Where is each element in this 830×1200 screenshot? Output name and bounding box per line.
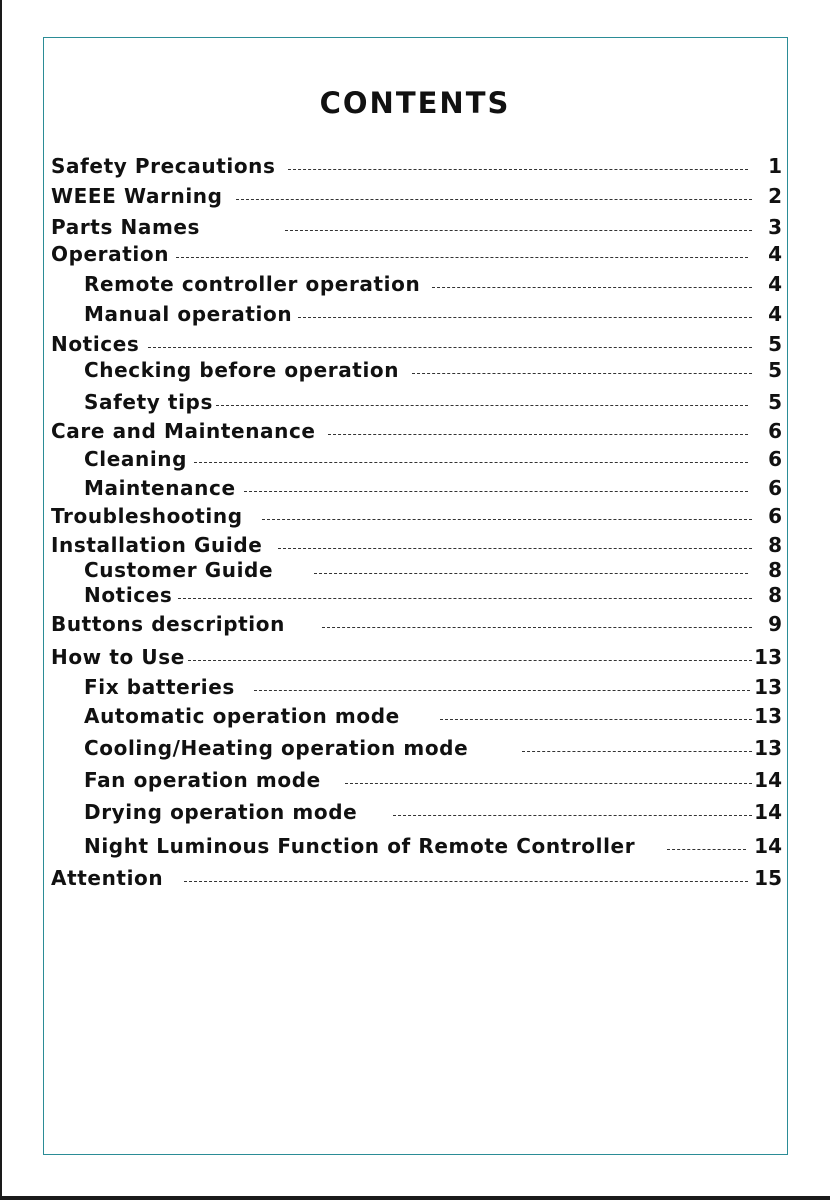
toc-dot-leader — [314, 573, 748, 574]
toc-dot-leader — [148, 347, 752, 348]
toc-entry-label: Parts Names — [51, 215, 201, 239]
toc-entry-label: Notices — [51, 332, 140, 356]
toc-entry-label: Notices — [84, 583, 173, 607]
toc-entry — [84, 389, 790, 415]
toc-entry-label: Safety Precautions — [51, 154, 276, 178]
toc-entry-label: Checking before operation — [84, 358, 400, 382]
toc-dot-leader — [285, 230, 752, 231]
toc-dot-leader — [278, 548, 752, 549]
toc-dot-leader — [288, 169, 748, 170]
toc-dot-leader — [194, 462, 748, 463]
toc-entry-page: 5 — [768, 390, 782, 414]
toc-entry-page: 14 — [754, 800, 782, 824]
toc-entry-label: Fan operation mode — [84, 768, 321, 792]
toc-entry-page: 14 — [754, 834, 782, 858]
toc-entry-page: 13 — [754, 645, 782, 669]
toc-entry — [51, 503, 790, 529]
toc-dot-leader — [432, 287, 752, 288]
toc-entry-page: 13 — [754, 736, 782, 760]
toc-entry — [84, 357, 790, 383]
toc-dot-leader — [178, 598, 752, 599]
toc-entry-label: Manual operation — [84, 302, 293, 326]
page-edge-left — [0, 0, 2, 1200]
toc-entry — [51, 183, 790, 209]
toc-entry — [51, 214, 790, 240]
toc-entry-page: 14 — [754, 768, 782, 792]
toc-entry-page: 13 — [754, 675, 782, 699]
toc-entry — [84, 582, 790, 608]
toc-entry-page: 5 — [768, 332, 782, 356]
toc-dot-leader — [244, 491, 748, 492]
toc-entry-page: 4 — [768, 272, 782, 296]
toc-entry — [51, 865, 790, 891]
toc-dot-leader — [236, 199, 752, 200]
toc-dot-leader — [440, 719, 752, 720]
toc-entry-label: Buttons description — [51, 612, 285, 636]
toc-entry-label: Operation — [51, 242, 170, 266]
toc-entry-label: How to Use — [51, 645, 185, 669]
toc-entry — [84, 271, 790, 297]
toc-entry — [51, 241, 790, 267]
toc-entry-page: 6 — [768, 419, 782, 443]
toc-entry-page: 3 — [768, 215, 782, 239]
toc-entry — [84, 475, 790, 501]
toc-entry-page: 5 — [768, 358, 782, 382]
toc-dot-leader — [298, 317, 752, 318]
toc-entry-page: 9 — [768, 612, 782, 636]
toc-dot-leader — [345, 783, 752, 784]
toc-entry — [51, 611, 790, 637]
toc-entry-page: 15 — [754, 866, 782, 890]
toc-entry-label: Customer Guide — [84, 558, 274, 582]
toc-dot-leader — [188, 660, 752, 661]
toc-dot-leader — [328, 434, 748, 435]
toc-entry-page: 4 — [768, 302, 782, 326]
toc-entry-page: 6 — [768, 447, 782, 471]
toc-entry-label: Remote controller operation — [84, 272, 421, 296]
toc-entry-label: Attention — [51, 866, 164, 890]
toc-dot-leader — [262, 519, 752, 520]
toc-entry-label: Drying operation mode — [84, 800, 358, 824]
toc-entry-page: 8 — [768, 533, 782, 557]
toc-entry — [84, 301, 790, 327]
toc-entry-label: Night Luminous Function of Remote Controller — [84, 834, 636, 858]
toc-entry-label: Installation Guide — [51, 533, 263, 557]
toc-entry-page: 8 — [768, 558, 782, 582]
toc-entry — [84, 735, 790, 761]
toc-entry-label: Safety tips — [84, 390, 213, 414]
toc-entry-label: Cleaning — [84, 447, 188, 471]
toc-entry-label: Troubleshooting — [51, 504, 243, 528]
page-edge-bottom — [0, 1196, 830, 1200]
toc-dot-leader — [393, 815, 752, 816]
toc-dot-leader — [522, 751, 752, 752]
toc-dot-leader — [254, 690, 750, 691]
toc-entry-page: 6 — [768, 504, 782, 528]
toc-entry-page: 8 — [768, 583, 782, 607]
toc-entry — [51, 153, 790, 179]
toc-entry — [84, 767, 790, 793]
toc-entry — [84, 799, 790, 825]
toc-entry-page: 6 — [768, 476, 782, 500]
toc-entry — [51, 644, 790, 670]
toc-entry-page: 2 — [768, 184, 782, 208]
toc-entry — [51, 331, 790, 357]
toc-entry — [84, 833, 790, 859]
toc-entry-label: WEEE Warning — [51, 184, 223, 208]
toc-entry-label: Cooling/Heating operation mode — [84, 736, 469, 760]
toc-entry-label: Fix batteries — [84, 675, 235, 699]
toc-dot-leader — [412, 373, 752, 374]
toc-entry — [51, 532, 790, 558]
toc-dot-leader — [322, 627, 752, 628]
toc-entry-page: 4 — [768, 242, 782, 266]
toc-entry — [84, 446, 790, 472]
toc-entry-label: Care and Maintenance — [51, 419, 316, 443]
toc-entry-page: 1 — [768, 154, 782, 178]
toc-entry — [84, 674, 790, 700]
toc-entry — [84, 703, 790, 729]
toc-dot-leader — [184, 881, 748, 882]
toc-entry — [51, 418, 790, 444]
toc-entry-page: 13 — [754, 704, 782, 728]
toc-dot-leader — [216, 405, 748, 406]
toc-entry-label: Automatic operation mode — [84, 704, 400, 728]
page-title: CONTENTS — [319, 86, 511, 120]
toc-entry — [84, 557, 790, 583]
toc-dot-leader — [176, 257, 748, 258]
toc-dot-leader — [667, 849, 746, 850]
toc-entry-label: Maintenance — [84, 476, 236, 500]
